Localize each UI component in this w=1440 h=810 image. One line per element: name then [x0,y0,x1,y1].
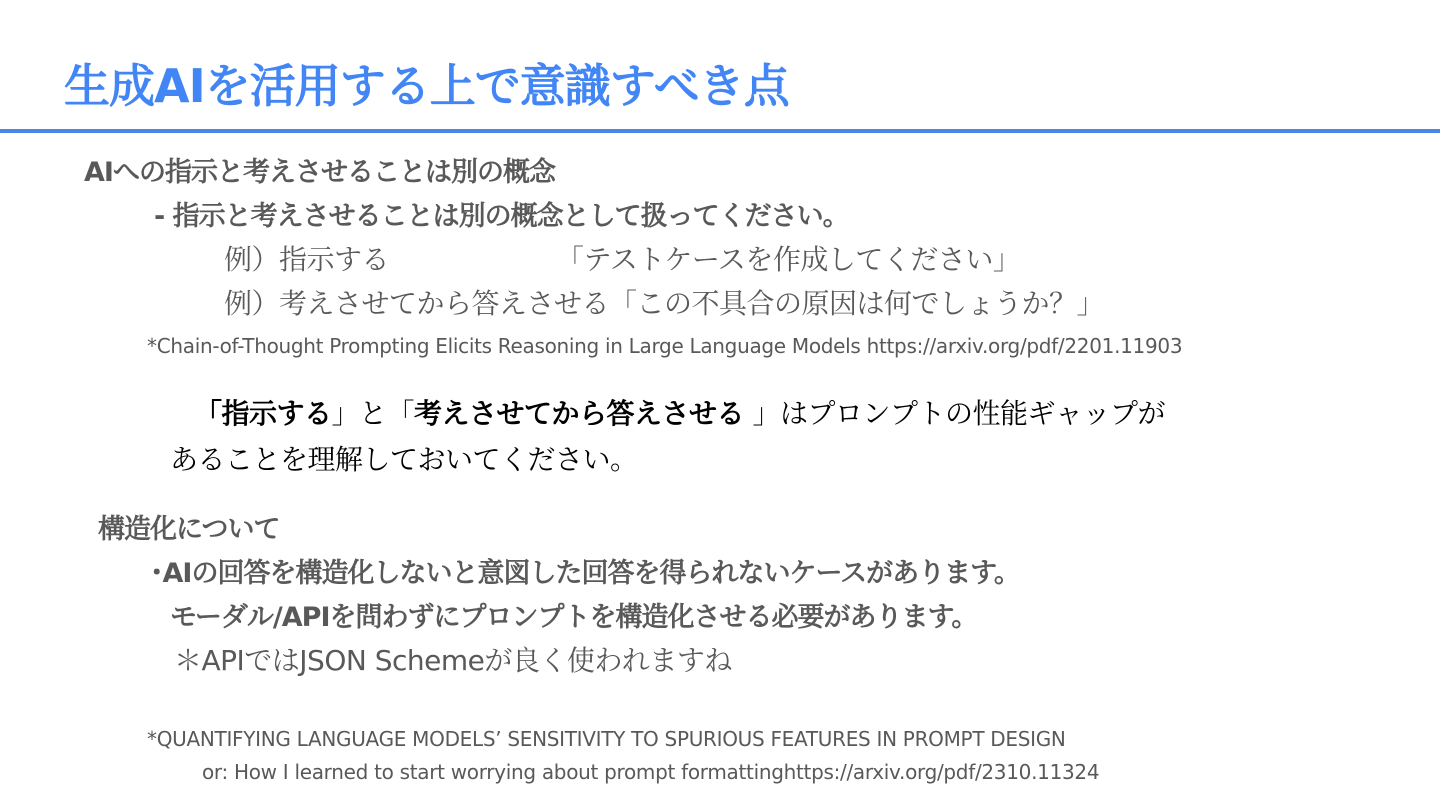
note-term-think: 考えさせてから答えさせる [414,397,745,430]
example1-label: 例）指示する [224,243,390,276]
note-tail: 」はプロンプトの性能ギャップが [744,397,1165,430]
section1-bullet: - 指示と考えさせることは別の概念として扱ってください。 [154,201,849,232]
note-joiner: 」と「 [331,397,415,430]
reference-cot: *Chain-of-Thought Prompting Elicits Reasoning in Large Language Models https://arxiv.org/pdf/2201.11903 [147,334,1183,358]
section2-bullet2: モーダル/APIを問わずにプロンプトを構造化させる必要があります。 [170,602,978,633]
note-term-instruct: 指示する [221,397,332,430]
example2: 例）考えさせてから答えさせる「この不具合の原因は何でしょうか？」 [224,287,1105,320]
section2-note: ＊APIではJSON Schemeが良く使われますね [174,644,732,677]
note-open-bracket: 「 [194,397,222,430]
section2-bullet1: ･AIの回答を構造化しないと意図した回答を得られないケースがあります。 [150,558,1020,589]
reference-prompt-format-subtitle: or: How I learned to start worrying about prompt formattinghttps://arxiv.org/pdf/2310.11324 [202,760,1100,784]
title-divider [0,129,1440,133]
section2-heading: 構造化について [98,514,280,545]
slide-title: 生成AIを活用する上で意識すべき点 [64,59,789,113]
note-line1 [194,392,1165,432]
example1-prompt: 「テストケースを作成してください」 [556,243,1021,276]
section1-heading: AIへの指示と考えさせることは別の概念 [84,157,555,188]
note-line2: あることを理解しておいてください。 [170,443,638,476]
reference-prompt-format-title: *QUANTIFYING LANGUAGE MODELS’ SENSITIVITY TO SPURIOUS FEATURES IN PROMPT DESIGN [147,727,1066,751]
